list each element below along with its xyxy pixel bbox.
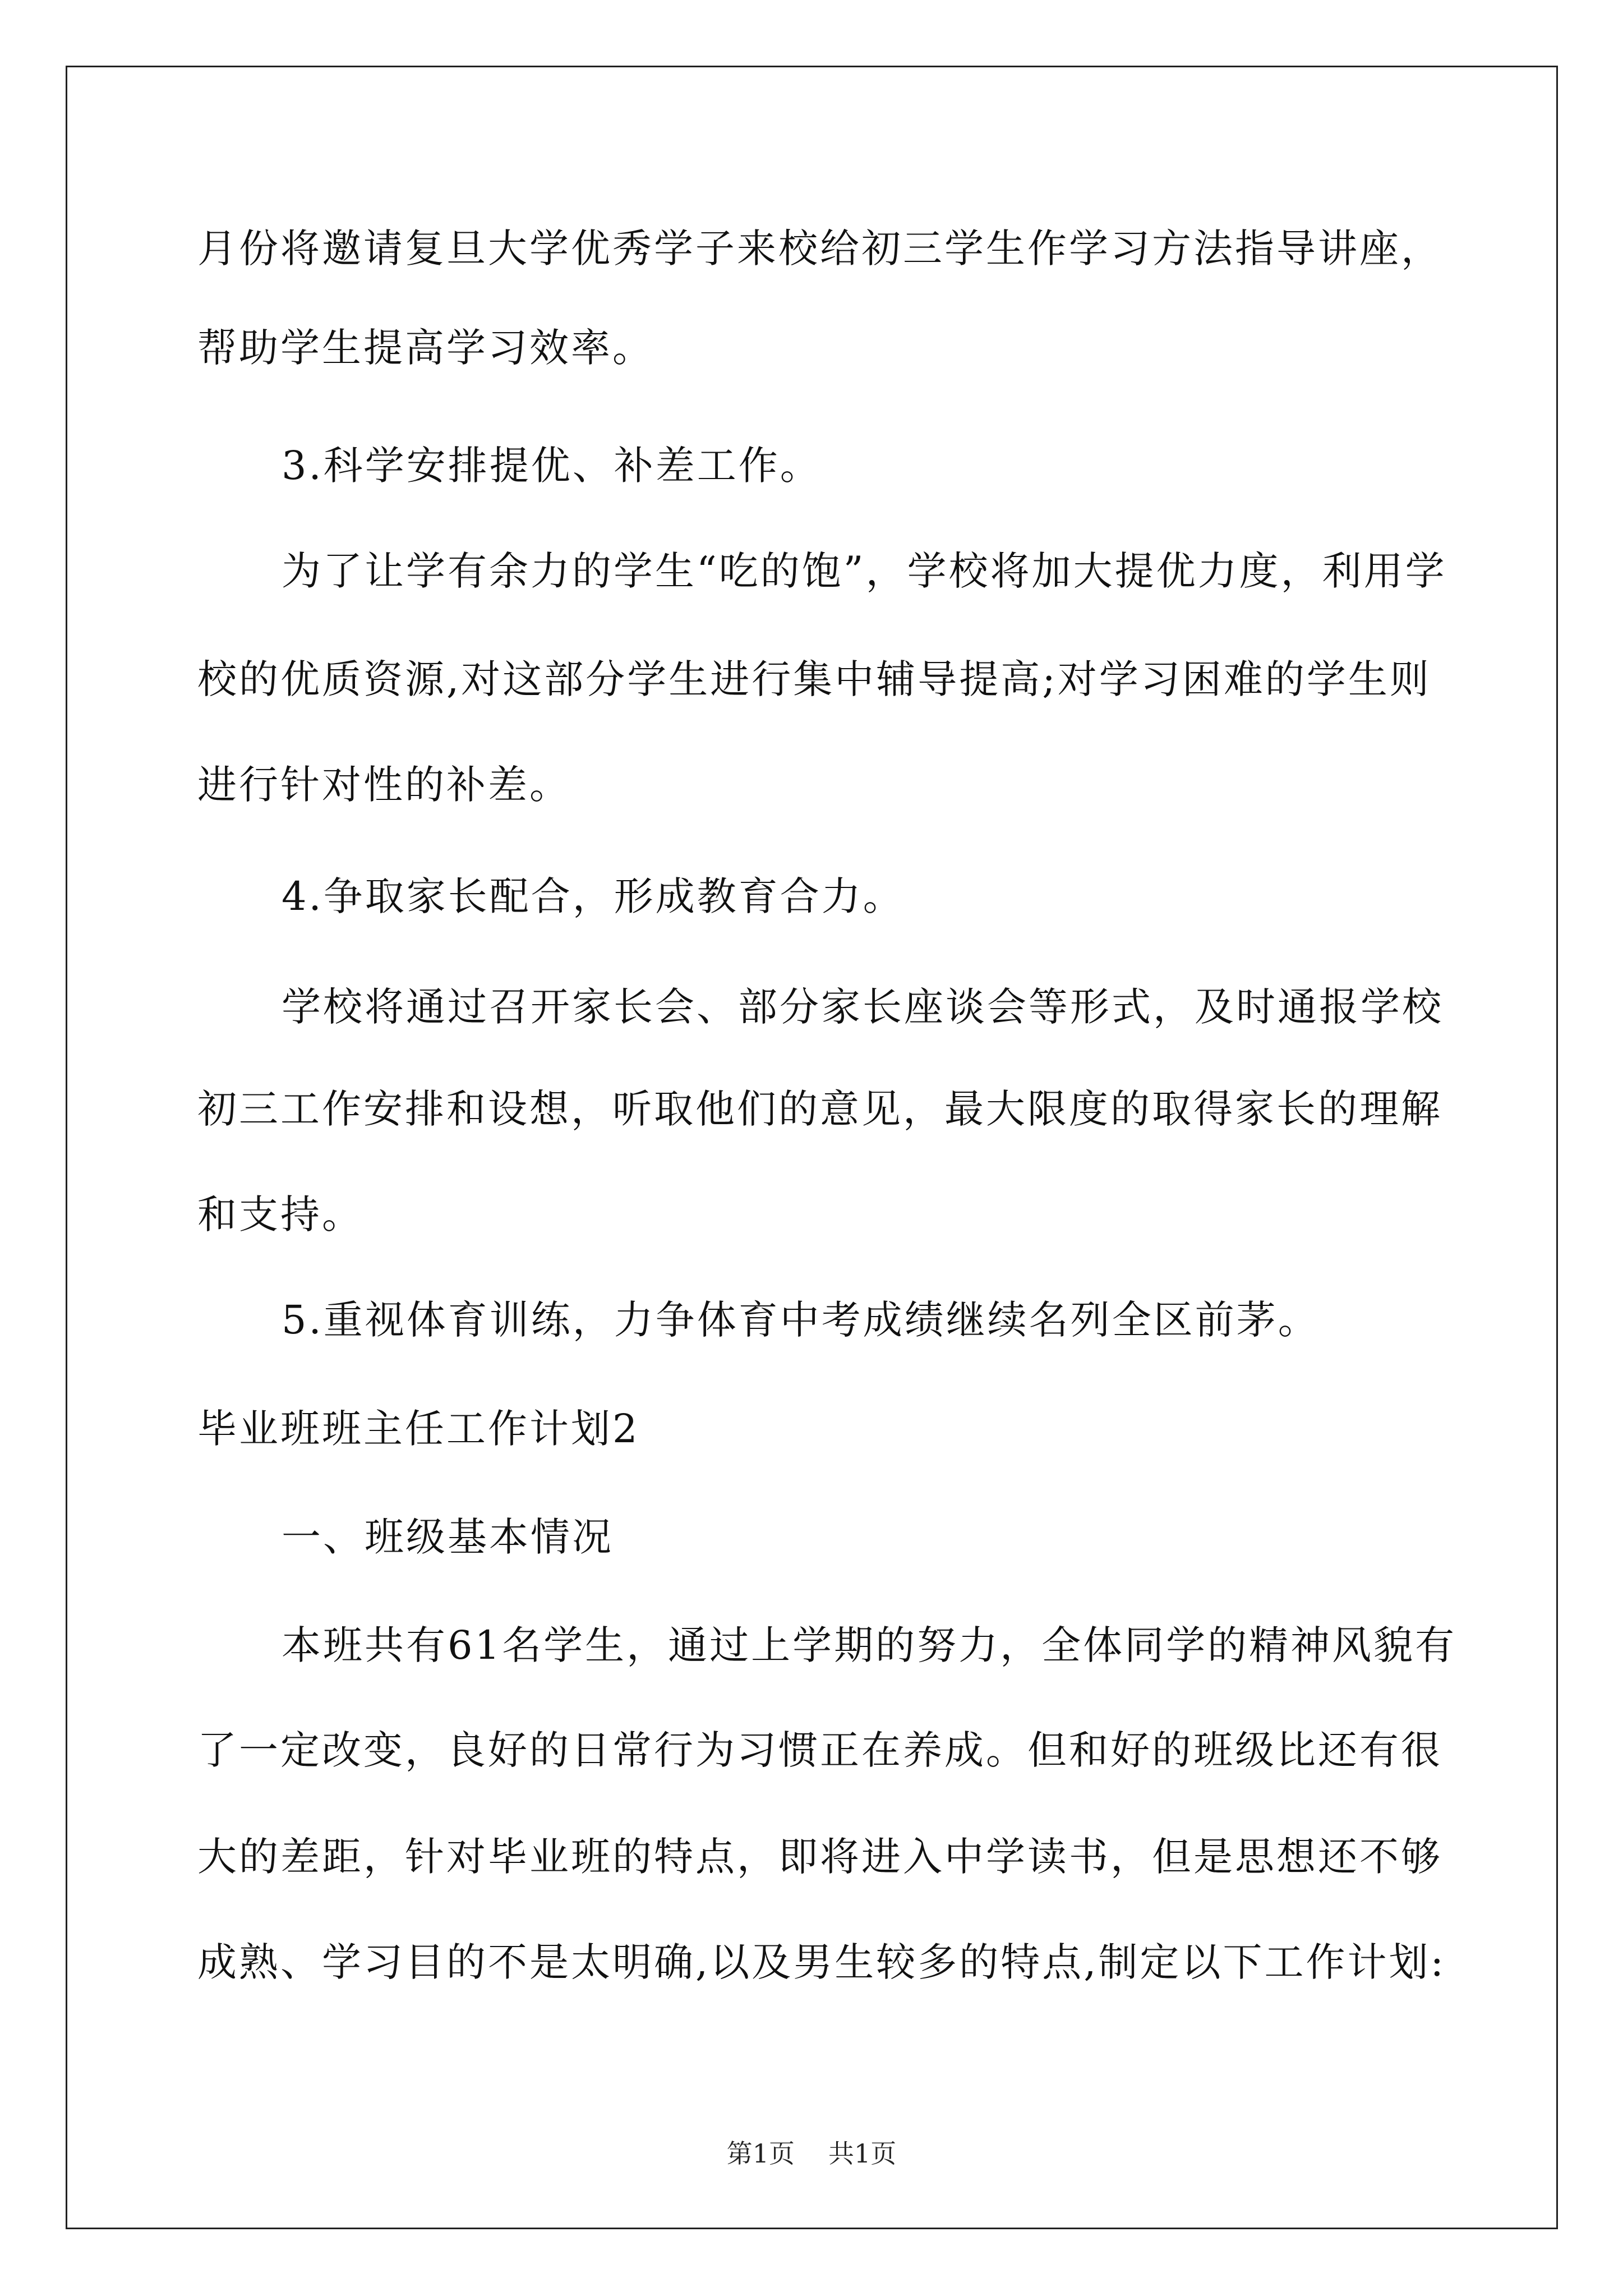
text-line: 帮助学生提高学习效率。 [197, 325, 654, 371]
text-line: 为了让学有余力的学生“吃的饱”，学校将加大提优力度，利用学 [282, 548, 1447, 594]
text-line: 大的差距，针对毕业班的特点，即将进入中学读书，但是思想还不够 [197, 1834, 1442, 1880]
subsection-heading: 一、班级基本情况 [282, 1514, 614, 1560]
text-line: 成熟、学习目的不是太明确,以及男生较多的特点,制定以下工作计划: [197, 1939, 1446, 1985]
page-total: 共1页 [828, 2138, 897, 2169]
page-border [66, 66, 1558, 2229]
list-heading-5: 5.重视体育训练，力争体育中考成绩继续名列全区前茅。 [282, 1297, 1320, 1343]
text-line: 学校将通过召开家长会、部分家长座谈会等形式，及时通报学校 [282, 984, 1444, 1030]
text-line: 本班共有61名学生，通过上学期的努力，全体同学的精神风貌有 [282, 1622, 1457, 1668]
text-line: 和支持。 [197, 1191, 363, 1237]
text-line: 月份将邀请复旦大学优秀学子来校给初三学生作学习方法指导讲座， [197, 226, 1442, 272]
section-title: 毕业班班主任工作计划2 [197, 1406, 640, 1452]
list-heading-3: 3.科学安排提优、补差工作。 [282, 443, 822, 489]
page-number: 第1页 [726, 2138, 795, 2169]
page-footer [0, 2139, 1623, 2168]
text-line: 了一定改变，良好的日常行为习惯正在养成。但和好的班级比还有很 [197, 1727, 1442, 1773]
text-line: 进行针对性的补差。 [197, 762, 571, 808]
text-line: 初三工作安排和设想，听取他们的意见，最大限度的取得家长的理解 [197, 1086, 1442, 1132]
list-heading-4: 4.争取家长配合，形成教育合力。 [282, 873, 905, 919]
text-line: 校的优质资源,对这部分学生进行集中辅导提高;对学习困难的学生则 [197, 656, 1431, 702]
